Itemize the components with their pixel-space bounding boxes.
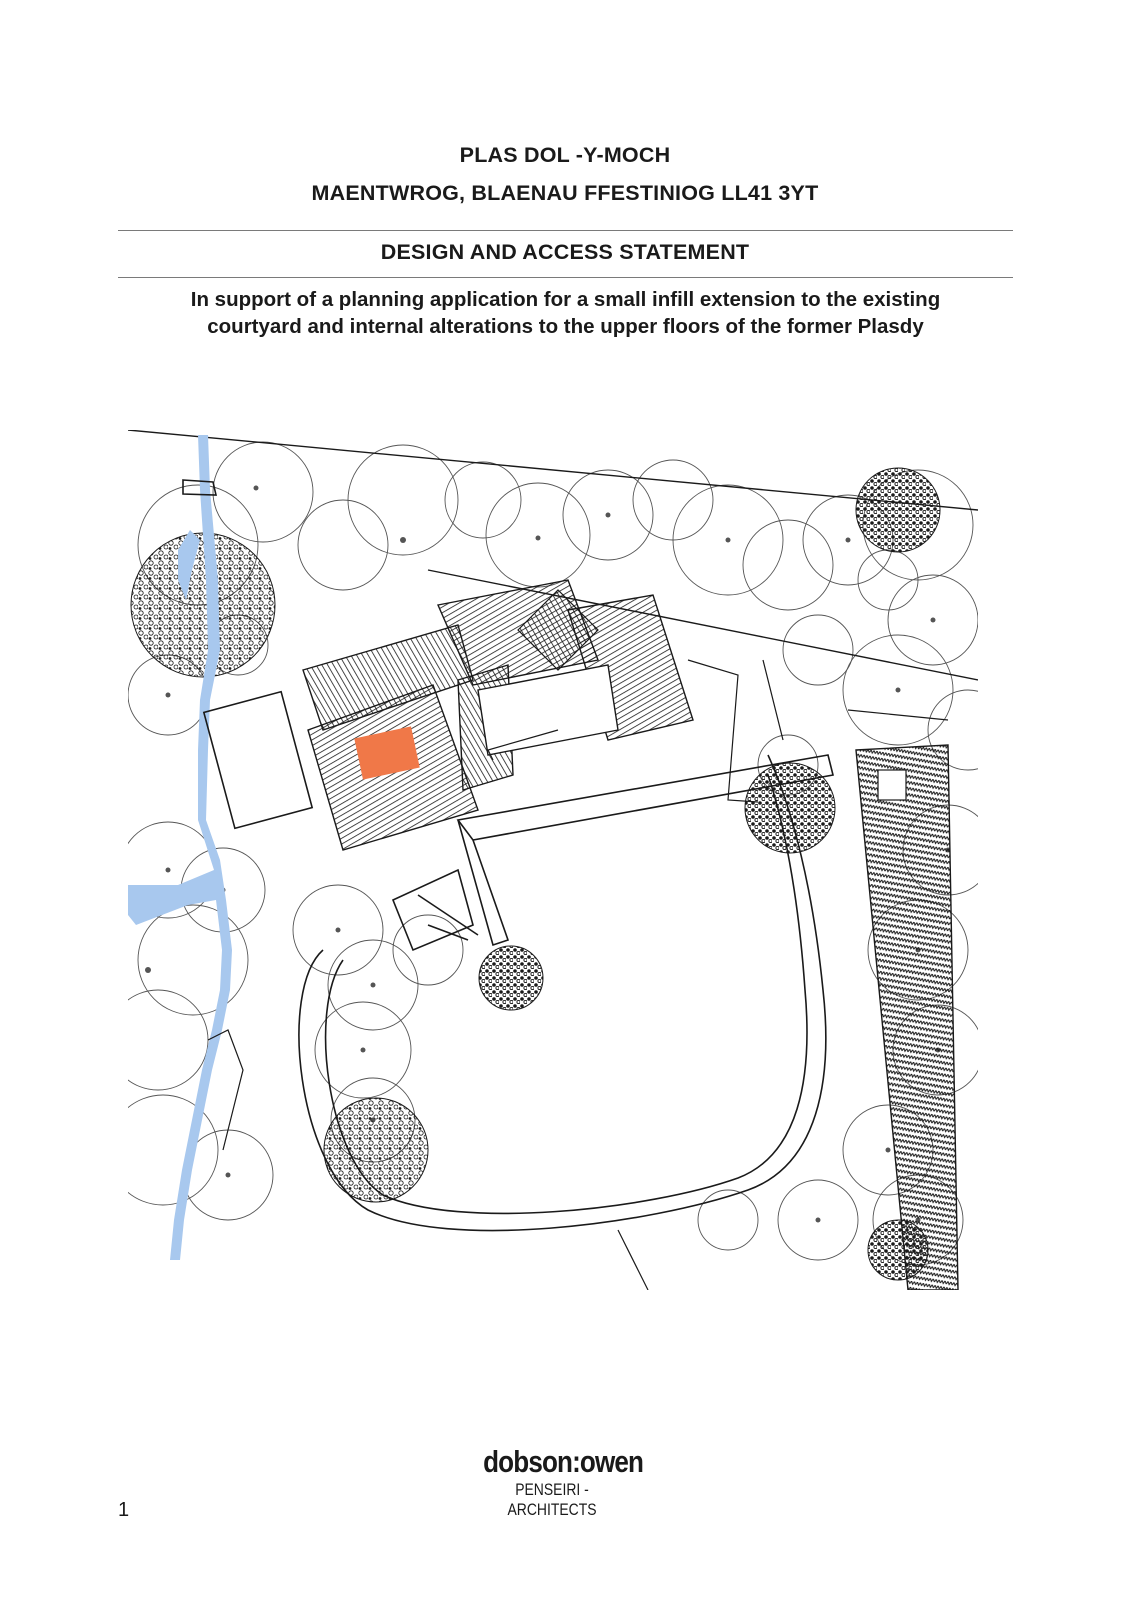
- logo-tagline: PENSEIRI - ARCHITECTS: [507, 1480, 597, 1519]
- subtitle-line-2: courtyard and internal alterations to the upper floors of the former Plasdy: [207, 315, 924, 338]
- page-number: 1: [118, 1499, 130, 1521]
- divider-bottom: [118, 277, 1013, 278]
- site-plan: [128, 430, 978, 1290]
- house-roof: [303, 580, 693, 850]
- logo-wordmark: dobson:owen: [483, 1444, 644, 1479]
- subtitle-line-1: In support of a planning application for a small infill extension to the existing: [190, 288, 941, 311]
- property-address: MAENTWROG, BLAENAU FFESTINIOG LL41 3YT: [311, 181, 819, 205]
- east-building: [856, 745, 958, 1290]
- property-name: PLAS DOL -Y-MOCH: [459, 143, 671, 167]
- document-title: DESIGN AND ACCESS STATEMENT: [380, 240, 750, 264]
- architect-logo: [470, 1444, 644, 1520]
- divider-top: [118, 230, 1013, 231]
- document-subtitle: [118, 286, 1013, 340]
